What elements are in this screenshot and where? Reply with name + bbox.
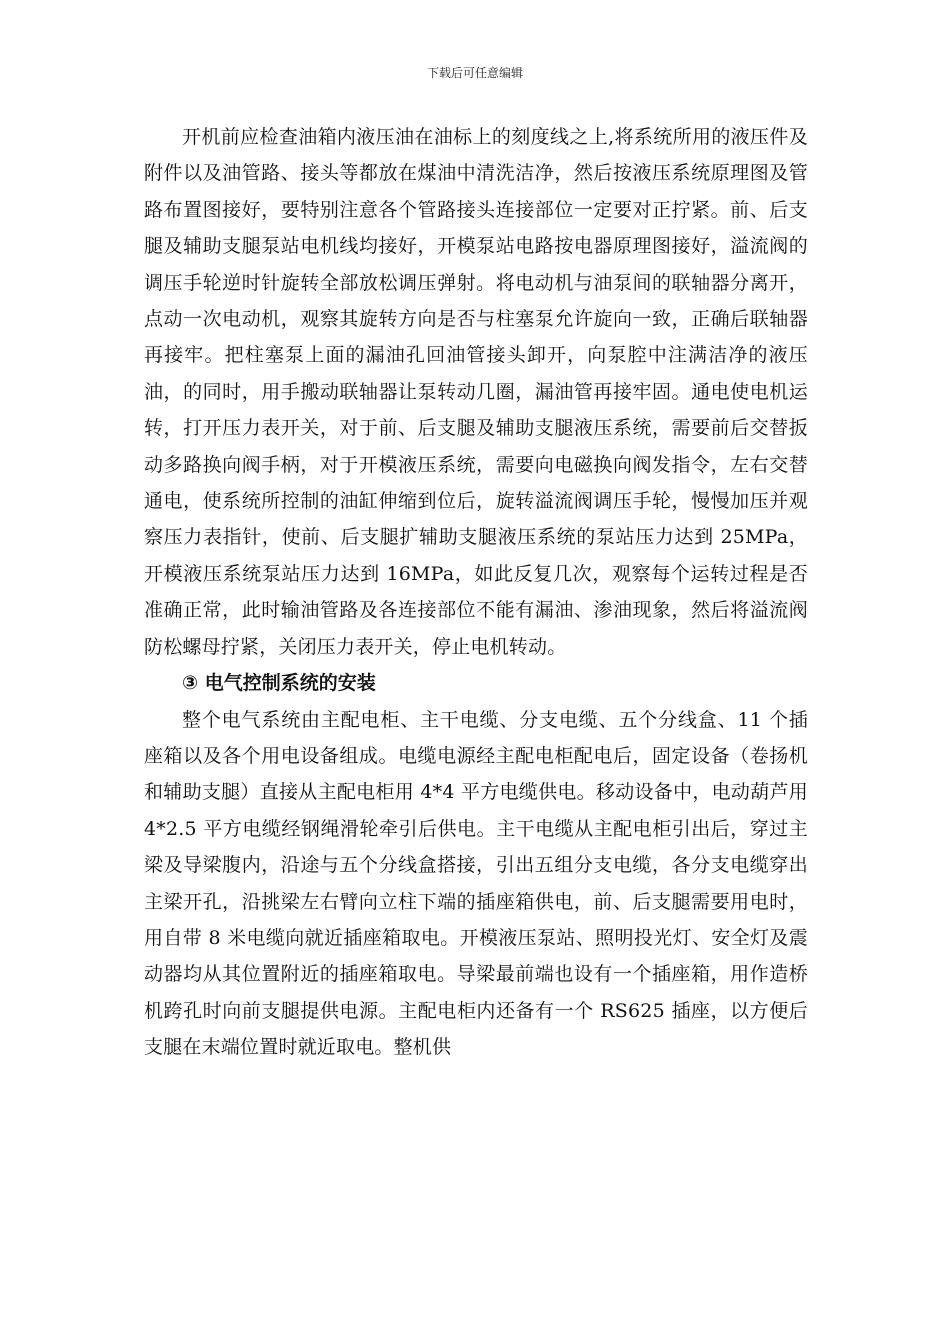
paragraph-electrical-system: 整个电气系统由主配电柜、主干电缆、分支电缆、五个分线盒、11 个插座箱以及各个用电设备组成。电缆电源经主配电柜配电后，固定设备（卷扬机和辅助支腿）直接从主配电柜用 4*4 平方电缆供电。移动设备中，电动葫芦用 4*2.5 平方电缆经钢绳滑轮牵引后供电。主干电缆从主配电柜引出后，穿过主梁及导梁腹内，沿途与五个分线盒搭接，引出五组分支电缆，各分支电缆穿出主梁开孔，沿挑梁左右臂向立柱下端的插座箱供电，前、后支腿需要用电时，用自带 8 米电缆向就近插座箱取电。开模液压泵站、照明投光灯、安全灯及震动器均从其位置附近的插座箱取电。导梁最前端也设有一个插座箱，用作造桥机跨孔时向前支腿提供电源。主配电柜内还备有一个 RS625 插座，以方便后支腿在末端位置时就近取电。整机供 xyxy=(144,708,808,1059)
document-body xyxy=(144,119,808,1066)
paragraph-hydraulic-test: 开机前应检查油箱内液压油在油标上的刻度线之上,将系统所用的液压件及附件以及油管路、接头等都放在煤油中清洗洁净，然后按液压系统原理图及管路布置图接好，要特别注意各个管路接头连接部位一定要对正拧紧。前、后支腿及辅助支腿泵站电机线均接好，开模泵站电路按电器原理图接好，溢流阀的调压手轮逆时针旋转全部放松调压弹射。将电动机与油泵间的联轴器分离开，点动一次电动机，观察其旋转方向是否与柱塞泵允许旋向一致，正确后联轴器再接牢。把柱塞泵上面的漏油孔回油管接头卸开，向泵腔中注满洁净的液压油，的同时，用手搬动联轴器让泵转动几圈，漏油管再接牢固。通电使电机运转，打开压力表开关，对于前、后支腿及辅助支腿液压系统，需要前后交替扳动多路换向阀手柄，对于开模液压系统，需要向电磁换向阀发指令，左右交替通电，使系统所控制的油缸伸缩到位后，旋转溢流阀调压手轮，慢慢加压并观察压力表指针，使前、后支腿扩辅助支腿液压系统的泵站压力达到 25MPa，开模液压系统泵站压力达到 16MPa，如此反复几次，观察每个运转过程是否准确正常，此时输油管路及各连接部位不能有漏油、渗油现象，然后将溢流阀防松螺母拧紧，关闭压力表开关，停止电机转动。 xyxy=(144,126,808,658)
page-header: 下载后可任意编辑 xyxy=(426,66,523,80)
section-heading-electrical: ③ 电气控制系统的安装 xyxy=(182,672,376,695)
